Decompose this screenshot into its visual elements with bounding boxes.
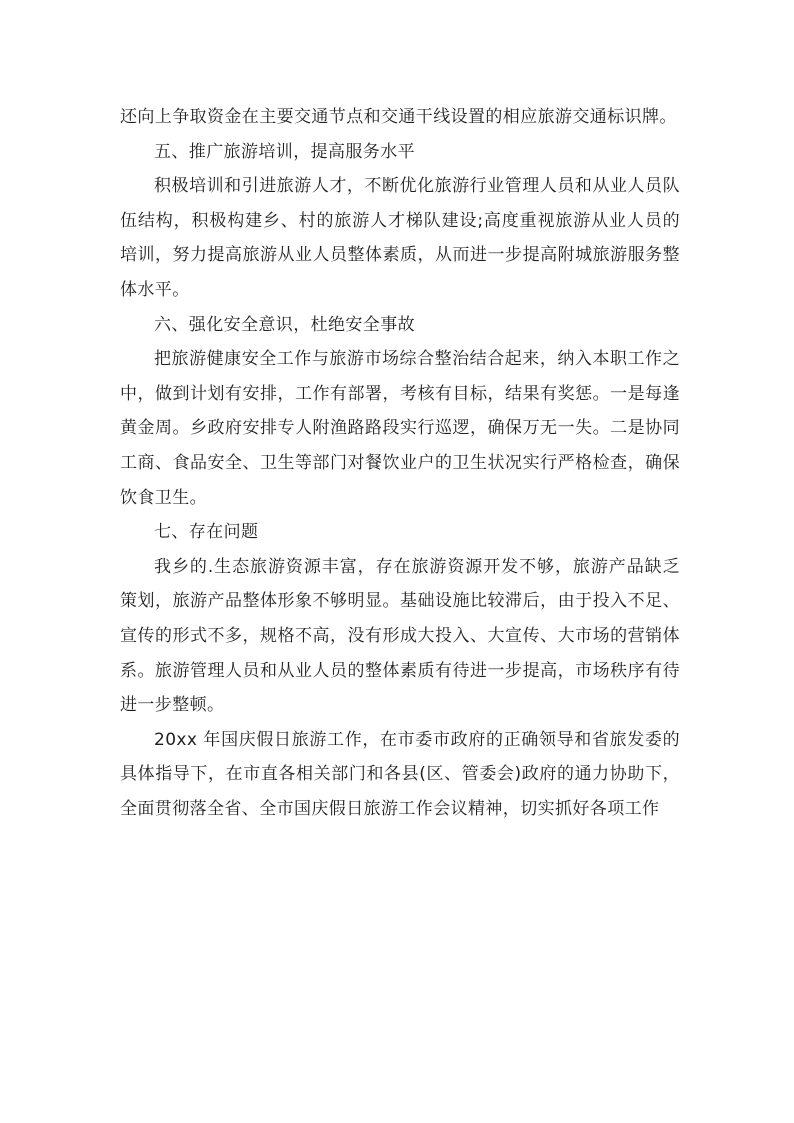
paragraph-training: 积极培训和引进旅游人才，不断优化旅游行业管理人员和从业人员队伍结构，积极构建乡、村的旅游人才梯队建设;高度重视旅游从业人员的培训，努力提高旅游从业人员整体素质，从而进一步提高附城旅游服务整体水平。 (120, 176, 680, 300)
paragraph-problems: 我乡的.生态旅游资源丰富，存在旅游资源开发不够，旅游产品缺乏策划，旅游产品整体形象不够明显。基础设施比较滞后，由于投入不足、宣传的形式不多，规格不高，没有形成大投入、大宣传、大市场的营销体系。旅游管理人员和从业人员的整体素质有待进一步提高，市场秩序有待进一步整顿。 (120, 556, 680, 716)
section-heading-problems: 七、存在问题 (154, 522, 259, 543)
paragraph-national-day: 20xx 年国庆假日旅游工作，在市委市政府的正确领导和省旅发委的具体指导下，在市直各相关部门和各县(区、管委会)政府的通力协助下，全面贯彻落全省、全市国庆假日旅游工作会议精神，切实抓好各项工作 (120, 729, 680, 819)
document-page (120, 100, 680, 826)
section-heading-safety: 六、强化安全意识，杜绝安全事故 (154, 314, 415, 335)
paragraph-continuation: 还向上争取资金在主要交通节点和交通干线设置的相应旅游交通标识牌。 (120, 107, 677, 127)
paragraph-safety: 把旅游健康安全工作与旅游市场综合整治结合起来，纳入本职工作之中，做到计划有安排，工作有部署，考核有目标，结果有奖惩。一是每逢黄金周。乡政府安排专人附渔路路段实行巡逻，确保万无一失。二是协同工商、食品安全、卫生等部门对餐饮业户的卫生状况实行严格检查，确保饮食卫生。 (120, 349, 680, 508)
section-heading-training: 五、推广旅游培训，提高服务水平 (154, 141, 415, 162)
